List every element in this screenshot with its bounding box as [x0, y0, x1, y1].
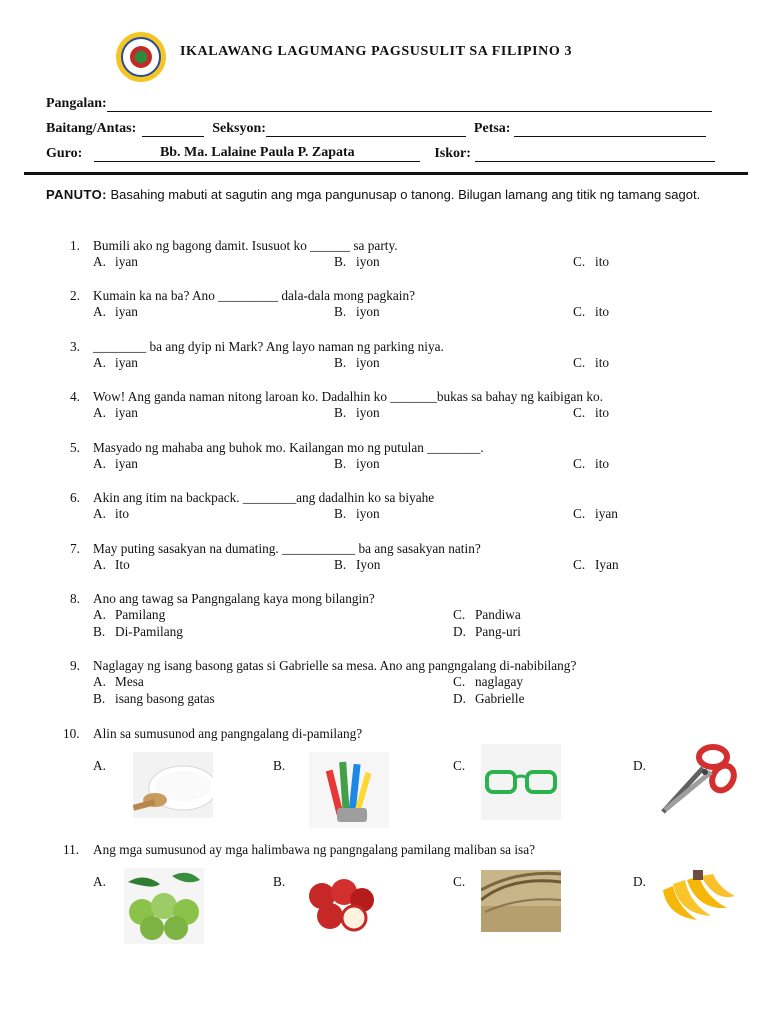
apples-icon[interactable] [300, 866, 380, 942]
directions-text: Basahing mabuti at sagutin ang mga pangunusap o tanong. Bilugan lamang ang titik ng tamang sagot. [110, 187, 701, 202]
option-3c[interactable]: C. ito [573, 355, 610, 370]
eyeglasses-icon[interactable] [481, 744, 561, 820]
option-3b[interactable]: B. iyon [334, 355, 380, 370]
date-field[interactable] [514, 123, 706, 137]
section-field[interactable] [266, 123, 466, 137]
option-5b[interactable]: B. iyon [334, 456, 380, 471]
scissors-icon[interactable] [657, 740, 737, 818]
option-8c[interactable]: C. Pandiwa [453, 607, 521, 622]
grade-section-date-row [46, 119, 706, 137]
option-11d[interactable]: D. [633, 874, 646, 889]
option-7b[interactable]: B. Iyon [334, 557, 381, 572]
option-8a[interactable]: A. Pamilang [93, 607, 166, 622]
name-field[interactable] [107, 98, 712, 112]
option-4c[interactable]: C. ito [573, 405, 610, 420]
teacher-name: Bb. Ma. Lalaine Paula P. Zapata [94, 145, 420, 162]
grade-field[interactable] [142, 123, 204, 137]
option-7a[interactable]: A. Ito [93, 557, 130, 572]
directions [46, 187, 726, 203]
name-label: Pangalan: [46, 96, 107, 111]
grade-label: Baitang/Antas: [46, 121, 137, 136]
option-5a[interactable]: A. iyan [93, 456, 138, 471]
score-label: Iskor: [434, 146, 471, 161]
option-10d[interactable]: D. [633, 758, 646, 773]
option-9c[interactable]: C. naglagay [453, 674, 523, 689]
option-11a[interactable]: A. [93, 874, 106, 889]
option-1b[interactable]: B. iyon [334, 254, 380, 269]
option-9d[interactable]: D. Gabrielle [453, 691, 525, 706]
school-seal [116, 32, 166, 82]
header-divider [24, 172, 748, 175]
option-2b[interactable]: B. iyon [334, 304, 380, 319]
sugar-bowl-icon[interactable] [133, 752, 213, 818]
option-9a[interactable]: A. Mesa [93, 674, 144, 689]
option-8b[interactable]: B. Di-Pamilang [93, 624, 183, 639]
option-10b[interactable]: B. [273, 758, 286, 773]
option-1a[interactable]: A. iyan [93, 254, 138, 269]
score-field[interactable] [475, 148, 715, 162]
option-8d[interactable]: D. Pang-uri [453, 624, 521, 639]
teacher-label: Guro: [46, 146, 83, 161]
bananas-icon[interactable] [657, 866, 737, 928]
option-2a[interactable]: A. iyan [93, 304, 138, 319]
rice-grains-icon[interactable] [481, 870, 561, 932]
option-11c[interactable]: C. [453, 874, 466, 889]
option-3a[interactable]: A. iyan [93, 355, 138, 370]
option-5c[interactable]: C. ito [573, 456, 610, 471]
option-1c[interactable]: C. ito [573, 254, 610, 269]
option-4b[interactable]: B. iyon [334, 405, 380, 420]
name-row [46, 94, 712, 112]
date-label: Petsa: [473, 121, 511, 136]
option-10a[interactable]: A. [93, 758, 106, 773]
option-10c[interactable]: C. [453, 758, 466, 773]
option-6b[interactable]: B. iyon [334, 506, 380, 521]
section-label: Seksyon: [212, 121, 266, 136]
teacher-score-row [46, 144, 715, 162]
option-2c[interactable]: C. ito [573, 304, 610, 319]
option-7c[interactable]: C. Iyan [573, 557, 619, 572]
directions-label: PANUTO: [46, 187, 107, 202]
option-4a[interactable]: A. iyan [93, 405, 138, 420]
option-6c[interactable]: C. iyan [573, 506, 618, 521]
guavas-icon[interactable] [124, 868, 204, 944]
option-11b[interactable]: B. [273, 874, 286, 889]
pencils-brushes-icon[interactable] [309, 752, 389, 828]
exam-title: IKALAWANG LAGUMANG PAGSUSULIT SA FILIPINO 3 [180, 44, 573, 59]
option-9b[interactable]: B. isang basong gatas [93, 691, 215, 706]
option-6a[interactable]: A. ito [93, 506, 130, 521]
